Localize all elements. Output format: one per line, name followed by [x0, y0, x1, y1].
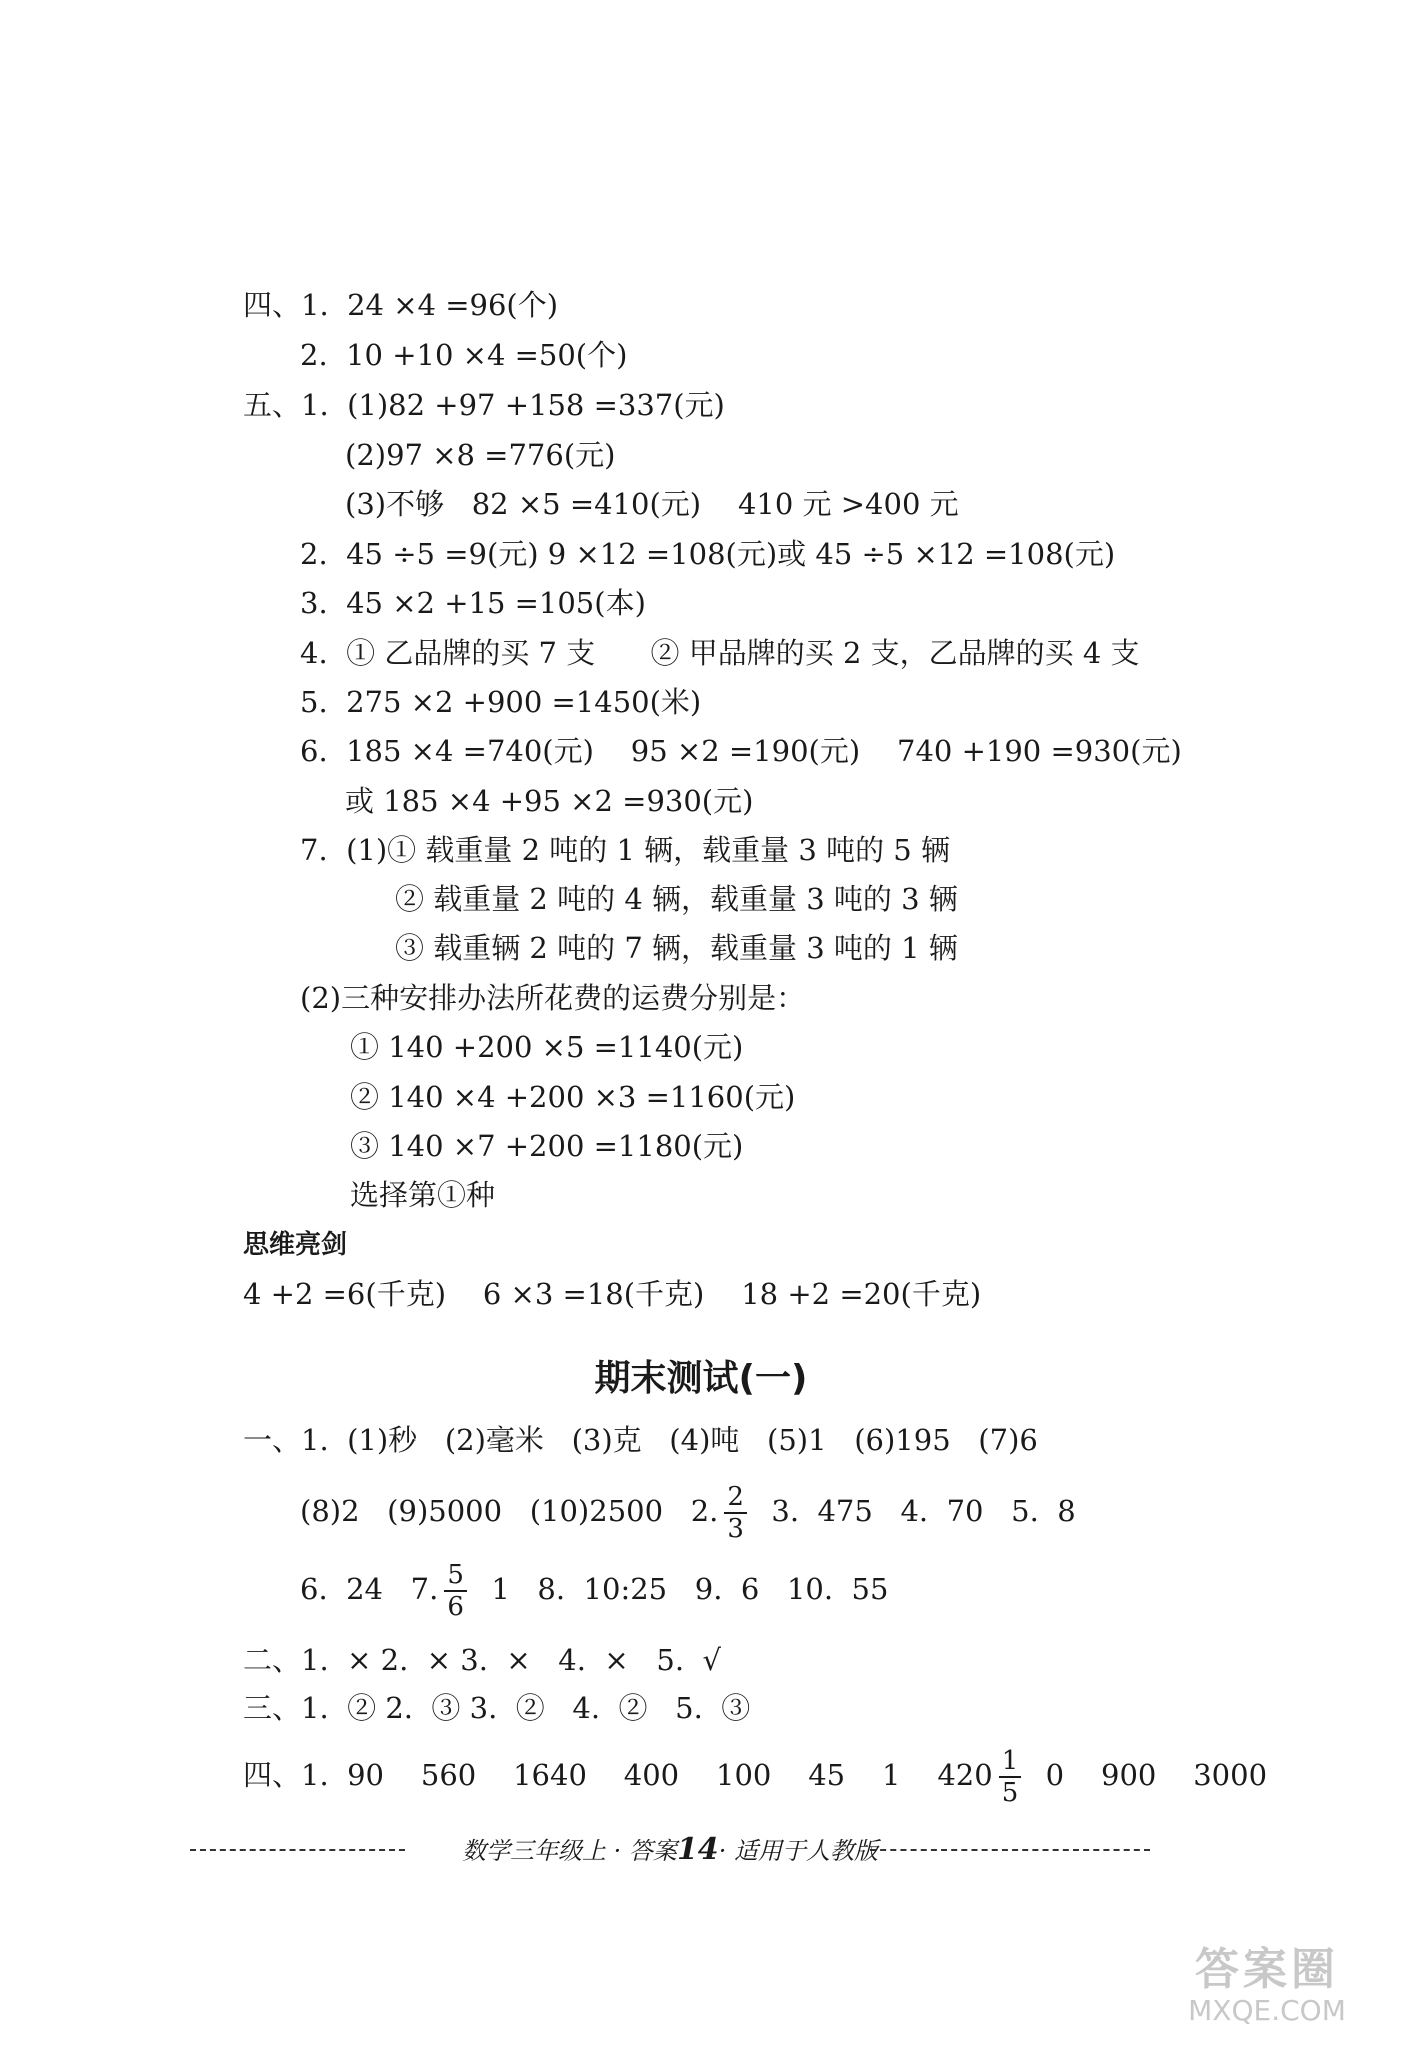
answer-line-5-1-3: (3)不够 82 ×5 =410(元) 410 元 >400 元 — [345, 487, 959, 521]
footer-text — [190, 1830, 1150, 1871]
exam-q1-line3-a: 6. 24 7. — [300, 1572, 439, 1606]
answer-line-5-4: 4. ① 乙品牌的买 7 支 ② 甲品牌的买 2 支，乙品牌的买 4 支 — [300, 636, 1140, 670]
answer-line-5-7-2a: ① 140 +200 ×5 =1140(元) — [350, 1030, 744, 1064]
exam-q1-line2 — [300, 1482, 1076, 1544]
footer-right-text: · 适用于人教版 — [718, 1837, 878, 1865]
exam-q1-line3-b: 1 8. 10:25 9. 6 10. 55 — [472, 1572, 889, 1606]
watermark-url: MXQE.COM — [1188, 1994, 1346, 2027]
exam-q1-line3 — [300, 1560, 888, 1622]
answer-line-5-7-1b: ② 载重量 2 吨的 4 辆，载重量 3 吨的 3 辆 — [395, 882, 958, 916]
page-number: 14 — [676, 1832, 719, 1867]
page-footer — [190, 1830, 1150, 1870]
fraction-numerator: 2 — [724, 1482, 747, 1514]
answer-line-4-2: 2. 10 +10 ×4 =50(个) — [300, 338, 628, 372]
footer-left-text: 数学三年级上 · 答案 — [462, 1837, 677, 1865]
exam-q4-b: 0 900 3000 — [1027, 1758, 1268, 1792]
exam-q4 — [243, 1746, 1267, 1808]
exam-q1-line2-a: (8)2 (9)5000 (10)2500 2. — [300, 1494, 719, 1528]
exam-q3: 三、1. ② 2. ③ 3. ② 4. ② 5. ③ — [243, 1691, 751, 1725]
answer-line-5-7-1: 7. (1)① 载重量 2 吨的 1 辆，载重量 3 吨的 5 辆 — [300, 833, 950, 867]
exam-q1-line2-b: 3. 475 4. 70 5. 8 — [752, 1494, 1076, 1528]
exam-q1-line1: 一、1. (1)秒 (2)毫米 (3)克 (4)吨 (5)1 (6)195 (7)6 — [243, 1423, 1038, 1457]
fraction-denominator: 6 — [447, 1592, 464, 1622]
fraction-denominator: 5 — [1001, 1778, 1019, 1808]
answer-line-5-2: 2. 45 ÷5 =9(元) 9 ×12 =108(元)或 45 ÷5 ×12 =108(元) — [300, 537, 1116, 571]
fraction-one-fifth — [999, 1746, 1022, 1808]
answer-line-5-7-2: (2)三种安排办法所花费的运费分别是： — [300, 981, 806, 1015]
answer-line-5-1-2: (2)97 ×8 =776(元) — [345, 438, 616, 472]
fraction-denominator: 3 — [727, 1514, 744, 1544]
answer-line-5-7-2b: ② 140 ×4 +200 ×3 =1160(元) — [350, 1080, 796, 1114]
exam-q2: 二、1. × 2. × 3. × 4. × 5. √ — [243, 1643, 721, 1677]
siwei-heading: 思维亮剑 — [243, 1230, 348, 1260]
answer-line-5-5: 5. 275 ×2 +900 =1450(米) — [300, 685, 702, 719]
watermark-text: 答案圈 — [1195, 1944, 1339, 1995]
answer-line-5-7-1c: ③ 载重辆 2 吨的 7 辆，载重量 3 吨的 1 辆 — [395, 931, 958, 965]
exam-title: 期末测试(一) — [594, 1358, 808, 1399]
exam-q4-a: 四、1. 90 560 1640 400 100 45 1 420 — [243, 1758, 993, 1792]
answer-line-5-6-alt: 或 185 ×4 +95 ×2 =930(元) — [345, 784, 754, 818]
fraction-two-thirds — [724, 1482, 747, 1544]
answer-line-5-3: 3. 45 ×2 +15 =105(本) — [300, 586, 646, 620]
watermark-logo — [1152, 1945, 1382, 2027]
siwei-answer: 4 +2 =6(千克) 6 ×3 =18(千克) 18 +2 =20(千克) — [243, 1277, 982, 1311]
fraction-numerator: 1 — [999, 1746, 1022, 1778]
answer-line-5-1-1: 五、1. (1)82 +97 +158 =337(元) — [243, 388, 725, 422]
answer-line-5-7-choice: 选择第①种 — [350, 1178, 496, 1212]
answer-line-5-6: 6. 185 ×4 =740(元) 95 ×2 =190(元) 740 +190 =930(元) — [300, 734, 1182, 768]
fraction-numerator: 5 — [444, 1560, 467, 1592]
answer-line-4-1: 四、1. 24 ×4 =96(个) — [243, 288, 559, 322]
answer-line-5-7-2c: ③ 140 ×7 +200 =1180(元) — [350, 1129, 744, 1163]
fraction-five-sixths — [444, 1560, 467, 1622]
